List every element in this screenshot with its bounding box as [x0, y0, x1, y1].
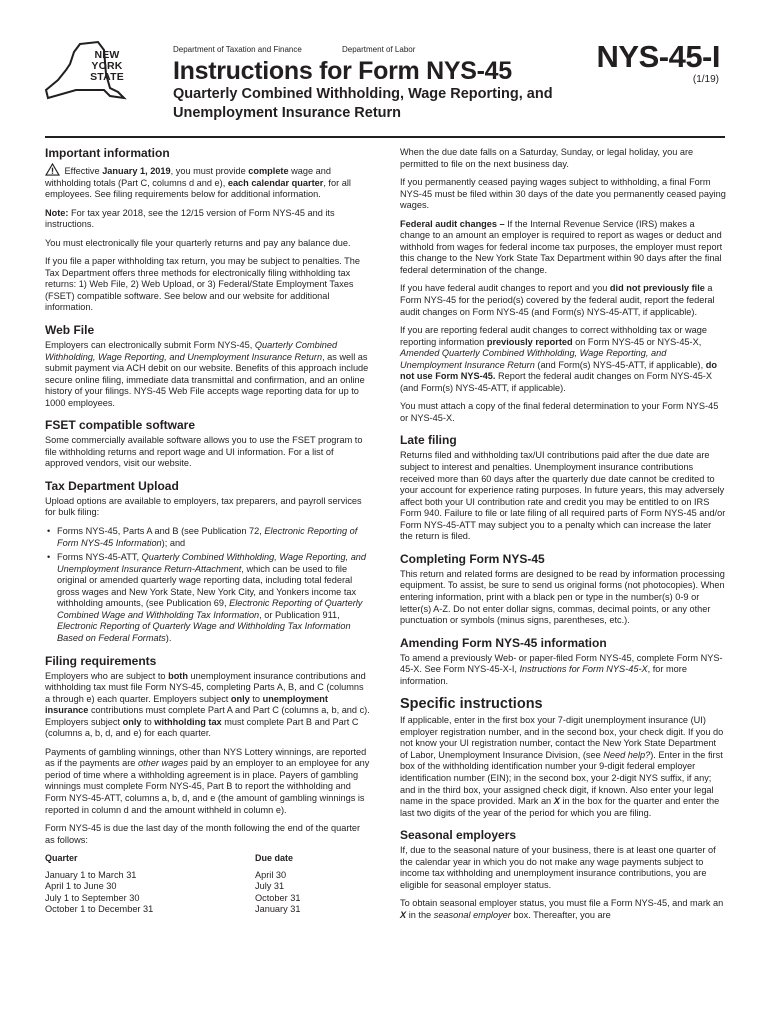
text-run: X	[553, 796, 560, 807]
text-run: Instructions for Form NYS-45-X	[519, 664, 648, 675]
text-run: Employers can electronically submit Form NYS-45,	[45, 340, 255, 351]
seasonal-p1: If, due to the seasonal nature of your business, there is at least one quarter of the calendar year in which you do not make any wage payments subject to income tax withholding and unemployment insurance contributions, you are eligible for seasonal employer status.	[400, 845, 716, 890]
text-run: Electronic Reporting of Quarterly Combined Wage and Withholding Tax Information	[57, 598, 363, 620]
text-run: Forms NYS-45-ATT,	[57, 552, 142, 563]
text-run: both	[168, 670, 188, 681]
revision-date: (1/19)	[692, 74, 719, 85]
text-run: , you must provide	[170, 166, 249, 176]
text-run: withholding tax	[154, 716, 222, 727]
text-run: only	[230, 693, 250, 704]
fset-heading: FSET compatible software	[45, 418, 196, 433]
text-run: did not previously file	[609, 283, 705, 294]
text-run: Federal audit changes –	[400, 218, 505, 229]
quarter-cell: October 1 to December 31	[45, 904, 154, 915]
quarter-cell: January 1 to March 31	[45, 869, 137, 880]
late-filing-text: Returns filed and withholding tax/UI contributions paid after the due date are subject to interest and penalties. Unemployment insurance contributions received more than 60 days after the quarterly due date cannot be credited to your account for experience rating purposes. In future years, this may adversely affect both your UI contribution rate and credit you may be entitled to on IRS Form 940. Failure to file or late filing of all required parts of Form NYS-45 and/or Form NYS-45-ATT may subject you to a penalty which can increase the later the return is filed.	[400, 450, 726, 542]
audit-p3	[400, 325, 726, 394]
text-run: Forms NYS-45, Parts A and B (see Publication 72,	[57, 526, 265, 537]
table-header-row	[45, 853, 305, 870]
left-column	[45, 146, 370, 916]
weekend-text: When the due date falls on a Saturday, Sunday, or legal holiday, you are permitted to file on the next business day.	[400, 147, 694, 169]
dept-taxation: Department of Taxation and Finance	[173, 45, 302, 54]
seasonal-p2	[400, 898, 726, 921]
list-item	[45, 552, 370, 644]
fset-text: Some commercially available software allows you to use the FSET program to file withholding returns and report wage and UI information. For a list of approved vendors, visit our website.	[45, 435, 363, 469]
audit-p1	[400, 219, 726, 277]
text-run: contributions must complete Part A and Part C (columns a, b, and c). Employers subject	[45, 705, 370, 727]
list-item	[45, 526, 370, 549]
important-heading: Important information	[45, 146, 170, 160]
specific-text	[400, 715, 726, 819]
important-p4: If you file a paper withholding tax return, you may be subject to penalties. The Tax Department offers three methods for electronically filing withholding tax returns: 1) Web File, 2) Web Upload, or 3) Federal/State Employment Taxes (FSET) compatible software. See below and our website for additional information.	[45, 256, 360, 313]
text-run: To amend a previously Web- or paper-filed Form NYS-45, complete Form NYS-45-X. See Form NYS-45-X-I,	[400, 652, 723, 675]
table-row	[45, 893, 305, 905]
table-row	[45, 870, 305, 882]
text-run: seasonal employer	[433, 909, 511, 920]
text-run: January 1, 2019	[102, 166, 171, 176]
page-subtitle: Quarterly Combined Withholding, Wage Reporting, and Unemployment Insurance Return	[173, 86, 553, 121]
logo-line-2: YORK	[91, 60, 123, 72]
filing-heading: Filing requirements	[45, 653, 157, 668]
logo-line-1: NEW	[94, 49, 120, 61]
text-run: Report the federal audit changes on Form NYS-45-X (and Form(s) NYS-45-ATT, if applicable).	[400, 371, 712, 393]
header-rule	[45, 136, 725, 138]
text-run: to	[141, 716, 155, 727]
text-run: , which can be used to file original or amended quarterly wage reporting data, including total federal gross wages and New York State, New York City, and Yonkers income tax withholding amounts, (see Publication 69,	[57, 563, 357, 609]
text-run: Quarterly Combined Withholding, Wage Reporting, and Unemployment Insurance Return	[45, 340, 338, 362]
completing-heading: Completing Form NYS-45	[400, 551, 545, 566]
amending-text	[400, 653, 726, 688]
text-run: a Form NYS-45 for the period(s) covered by the federal audit, report the federal audit changes on Form NYS-45 (and Form(s) NYS-45-ATT, if applicable).	[400, 283, 715, 317]
webfile-text	[45, 340, 370, 409]
due-date-table	[45, 853, 305, 916]
text-run: unemployment insurance	[45, 693, 328, 716]
text-run: To obtain seasonal employer status, you must file a Form NYS-45, and mark an	[400, 898, 724, 909]
form-number: NYS-45-I	[596, 39, 720, 74]
audit-p2	[400, 283, 726, 318]
page-title: Instructions for Form NYS-45	[173, 57, 512, 85]
text-run: If the Internal Revenue Service (IRS) makes a change to an amount an employer is required to report as wages or deduct and withhold from wages for federal income tax purposes, the employer must report this change to the New York State Tax Department within 90 days after the final federal determination of the change.	[400, 218, 723, 275]
text-run: Need help?	[603, 749, 651, 760]
text-run: Amended Quarterly Combined Withholding, Wage Reporting, and Unemployment Insurance Return	[400, 348, 667, 370]
text-run: If applicable, enter in the first box your 7-digit unemployment insurance (UI) employer registration number, and in the second box, your check digit. If you do not know your UI registration number, contact the New York State Department of Labor, Unemployment Insurance Division, (see	[400, 715, 724, 760]
text-run: , or Publication 911,	[259, 609, 340, 620]
text-run: ); and	[161, 537, 186, 548]
text-run: , for all employees. See filing requirements below for additional information.	[45, 177, 351, 200]
logo-line-3: STATE	[90, 71, 124, 83]
text-run: X	[400, 909, 407, 920]
text-run: previously reported	[486, 336, 573, 347]
late-filing-heading: Late filing	[400, 433, 457, 448]
text-run: paid by an employer to an employee for any period of time where a withholding agreement is in place. Payers of gambling winnings must complete Form NYS-45, Part B to report the withholding and Form NYS-45-ATT, columns a, b, d, and e (the amount of gambling winnings is reported in column d and the amount withheld in column e).	[45, 758, 370, 815]
important-p3: You must electronically file your quarterly returns and pay any balance due.	[45, 237, 351, 248]
text-run: Quarterly Combined Withholding, Wage Reporting, and Unemployment Insurance Return-Attachment	[57, 552, 367, 574]
ceased-text: If you permanently ceased paying wages subject to withholding, a final Form NYS-45 must be filed within 30 days of the date you permanently ceased paying wages.	[400, 177, 726, 211]
amending-heading: Amending Form NYS-45 information	[400, 635, 607, 650]
dept-labor: Department of Labor	[342, 45, 416, 54]
text-run: complete	[248, 166, 289, 176]
important-p1	[45, 163, 370, 201]
text-run: If you are reporting federal audit changes to correct withholding tax or wage reporting information	[400, 325, 707, 347]
upload-heading: Tax Department Upload	[45, 478, 179, 493]
upload-list	[45, 526, 370, 644]
text-run: wage and withholding totals (Part C, columns d and e),	[45, 166, 332, 188]
header-due-date: Due date	[255, 853, 294, 864]
text-run: do not use Form NYS-45.	[400, 359, 717, 382]
quarter-cell: April 1 to June 30	[45, 881, 117, 892]
nys-logo	[40, 40, 158, 106]
text-run: in the	[406, 909, 434, 920]
text-run: to	[249, 693, 263, 704]
right-column	[400, 147, 726, 928]
due-cell: July 31	[255, 881, 285, 892]
warning-icon	[45, 163, 60, 176]
text-run: on Form NYS-45 or NYS-45-X,	[572, 336, 702, 347]
text-run: must complete Part B and Part C (columns a, b, d, and e) for each quarter.	[45, 716, 359, 739]
due-cell: October 31	[255, 892, 301, 903]
specific-heading: Specific instructions	[400, 696, 543, 713]
text-run: If you have federal audit changes to report and you	[400, 283, 610, 294]
text-run: ). Enter in the first box of the withholding identification number your 9-digit federal employer identification number (EIN); in the second box, your 2-digit NYS suffix, if any; and in the third box, your assigned check digit, if known. Also enter your legal name in the space provided. Mark an	[400, 749, 723, 807]
text-run: , for more information.	[400, 664, 687, 686]
completing-text: This return and related forms are designed to be read by information processing equipment. To assist, be sure to send us original forms (not photocopies). When entering information, print with a black pen or type in the number(s) 0-9 or letter(s) A-Z. Do not enter dollar signs, commas, decimal points, or any other punctuation or symbols (minus signs, parentheses, etc.).	[400, 568, 725, 626]
important-note	[45, 208, 370, 231]
text-run: box. Thereafter, you are	[510, 909, 611, 920]
text-run: each calendar quarter	[227, 177, 324, 188]
text-run: Effective	[62, 166, 103, 176]
text-run: ).	[165, 632, 172, 643]
text-run: only	[122, 716, 142, 727]
text-run: Electronic Reporting of Form NYS-45 Information	[57, 526, 358, 548]
table-row	[45, 904, 305, 916]
webfile-heading: Web File	[45, 323, 95, 338]
text-run: Electronic Reporting of Quarterly Wage and Withholding Tax Information Based on Federal Formats	[57, 621, 351, 643]
table-row	[45, 881, 305, 893]
header-quarter: Quarter	[45, 853, 78, 864]
text-run: Payments of gambling winnings, other than NYS Lottery winnings, are reported as if the payments are	[45, 746, 367, 769]
filing-p3: Form NYS-45 is due the last day of the month following the end of the quarter as follows:	[45, 823, 361, 845]
quarter-cell: July 1 to September 30	[45, 892, 140, 903]
text-run: unemployment insurance contributions and withholding tax must file Form NYS-45, completing Parts A, B, and C (columns a through e) each quarter. Employers subject	[45, 670, 366, 704]
text-run: Employers who are subject to	[45, 670, 169, 681]
due-cell: January 31	[255, 904, 301, 915]
seasonal-heading: Seasonal employers	[400, 828, 517, 843]
text-run: , as well as submit payment via ACH debit on our website. Benefits of this approach include secure online filing, immediate data transmittal and confirmation, and an online history of your filings. NYS-45 Web File accepts wage reporting data for up to 1000 employees.	[45, 351, 369, 408]
upload-intro: Upload options are available to employers, tax preparers, and payroll services for bulk filing:	[45, 495, 362, 518]
text-run: (and Form(s) NYS-45-ATT, if applicable),	[534, 359, 706, 370]
filing-p1	[45, 671, 370, 740]
text-run: in the box for the quarter and enter the last two digits of the year of the period for which you are filing.	[400, 796, 720, 818]
filing-p2	[45, 747, 370, 816]
due-cell: April 30	[255, 869, 287, 880]
text-run: For tax year 2018, see the 12/15 version of Form NYS-45 and its instructions.	[45, 207, 335, 230]
audit-p4: You must attach a copy of the final federal determination to your Form NYS-45 or NYS-45-X.	[400, 401, 719, 423]
note-label: Note:	[45, 207, 69, 218]
text-run: other wages	[137, 758, 189, 769]
